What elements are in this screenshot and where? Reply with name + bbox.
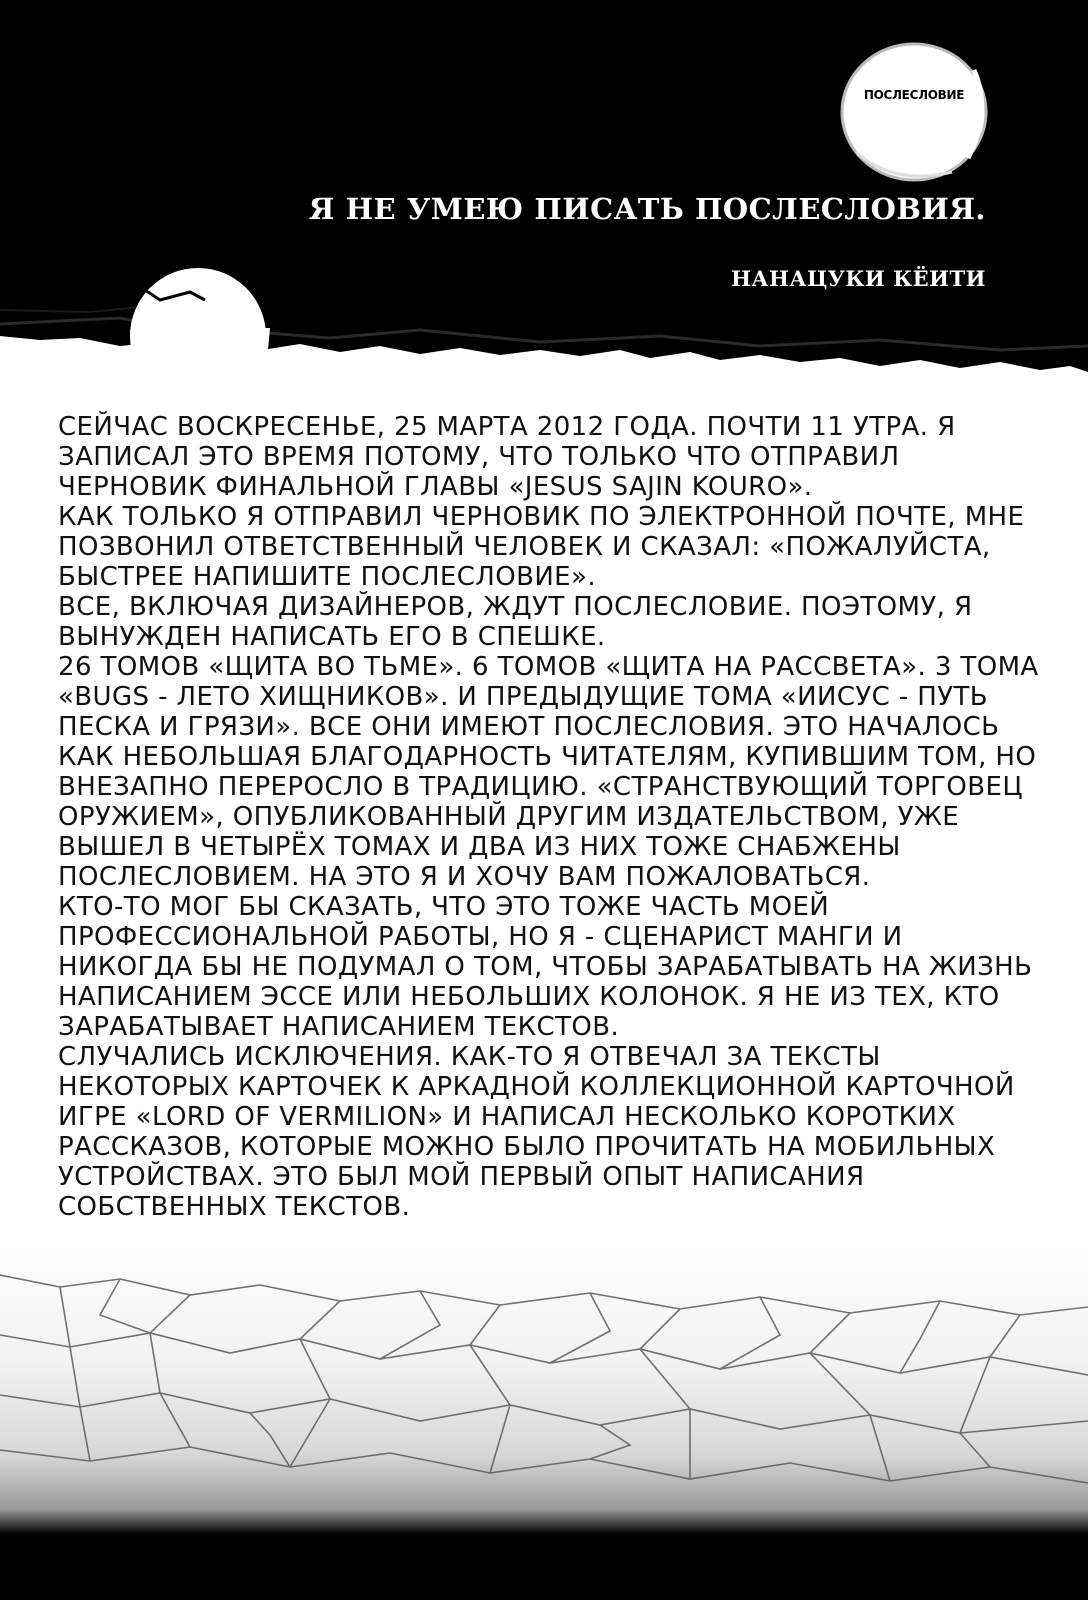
paragraph: СЛУЧАЛИСЬ ИСКЛЮЧЕНИЯ. КАК-ТО Я ОТВЕЧАЛ ЗА ТЕКСТЫ НЕКОТОРЫХ КАРТОЧЕК К АРКАДНОЙ КОЛЛЕКЦИОННОЙ КАРТОЧНОЙ ИГРЕ «LORD OF VERMILION» И НАПИСАЛ НЕСКОЛЬКО КОРОТКИХ РАССКАЗОВ, КОТОРЫЕ МОЖНО БЫЛО ПРОЧИТАТЬ НА МОБИЛЬНЫХ УСТРОЙСТВАХ. ЭТО БЫЛ МОЙ ПЕРВЫЙ ОПЫТ НАПИСАНИЯ СОБСТВЕННЫХ ТЕКСТОВ.	[58, 1042, 1015, 1222]
badge-circle	[834, 40, 994, 190]
badge-label: ПОСЛЕСЛОВИЕ	[863, 88, 965, 102]
paragraph: СЕЙЧАС ВОСКРЕСЕНЬЕ, 25 МАРТА 2012 ГОДА. ПОЧТИ 11 УТРА. Я ЗАПИСАЛ ЭТО ВРЕМЯ ПОТОМУ, ЧТО ТОЛЬКО ЧТО ОТПРАВИЛ ЧЕРНОВИК ФИНАЛЬНОЙ ГЛАВЫ «JESUS SAJIN KOURO».	[58, 412, 956, 502]
page-title: Я НЕ УМЕЮ ПИСАТЬ ПОСЛЕСЛОВИЯ.	[308, 192, 986, 226]
paragraph: КАК ТОЛЬКО Я ОТПРАВИЛ ЧЕРНОВИК ПО ЭЛЕКТРОННОЙ ПОЧТЕ, МНЕ ПОЗВОНИЛ ОТВЕТСТВЕННЫЙ ЧЕЛОВЕК И СКАЗАЛ: «ПОЖАЛУЙСТА, БЫСТРЕЕ НАПИШИТЕ ПОСЛЕСЛОВИЕ».	[58, 502, 1025, 592]
afterword-body	[58, 412, 1043, 1222]
cracked-earth-band	[0, 1235, 1088, 1600]
author-name: НАНАЦУКИ КЁИТИ	[731, 266, 986, 291]
paragraph: 26 ТОМОВ «ЩИТА ВО ТЬМЕ». 6 ТОМОВ «ЩИТА НА РАССВЕТА». 3 ТОМА «BUGS - ЛЕТО ХИЩНИКОВ». И ПРЕДЫДУЩИЕ ТОМА «ИИСУС - ПУТЬ ПЕСКА И ГРЯЗИ». ВСЕ ОНИ ИМЕЮТ ПОСЛЕСЛОВИЯ. ЭТО НАЧАЛОСЬ КАК НЕБОЛЬШАЯ БЛАГОДАРНОСТЬ ЧИТАТЕЛЯМ, КУПИВШИМ ТОМ, НО ВНЕЗАПНО ПЕРЕРОСЛО В ТРАДИЦИЮ. «СТРАНСТВУЮЩИЙ ТОРГОВЕЦ ОРУЖИЕМ», ОПУБЛИКОВАННЫЙ ДРУГИМ ИЗДАТЕЛЬСТВОМ, УЖЕ ВЫШЕЛ В ЧЕТЫРЁХ ТОМАХ И ДВА ИЗ НИХ ТОЖЕ СНАБЖЕНЫ ПОСЛЕСЛОВИЕМ. НА ЭТО Я И ХОЧУ ВАМ ПОЖАЛОВАТЬСЯ.	[58, 652, 1039, 892]
paragraph: ВСЕ, ВКЛЮЧАЯ ДИЗАЙНЕРОВ, ЖДУТ ПОСЛЕСЛОВИЕ. ПОЭТОМУ, Я ВЫНУЖДЕН НАПИСАТЬ ЕГО В СПЕШКЕ.	[58, 592, 973, 652]
paragraph: КТО-ТО МОГ БЫ СКАЗАТЬ, ЧТО ЭТО ТОЖЕ ЧАСТЬ МОЕЙ ПРОФЕССИОНАЛЬНОЙ РАБОТЫ, НО Я - СЦЕНАРИСТ МАНГИ И НИКОГДА БЫ НЕ ПОДУМАЛ О ТОМ, ЧТОБЫ ЗАРАБАТЫВАТЬ НА ЖИЗНЬ НАПИСАНИЕМ ЭССЕ ИЛИ НЕБОЛЬШИХ КОЛОНОК. Я НЕ ИЗ ТЕХ, КТО ЗАРАБАТЫВАЕТ НАПИСАНИЕМ ТЕКСТОВ.	[58, 892, 1033, 1042]
